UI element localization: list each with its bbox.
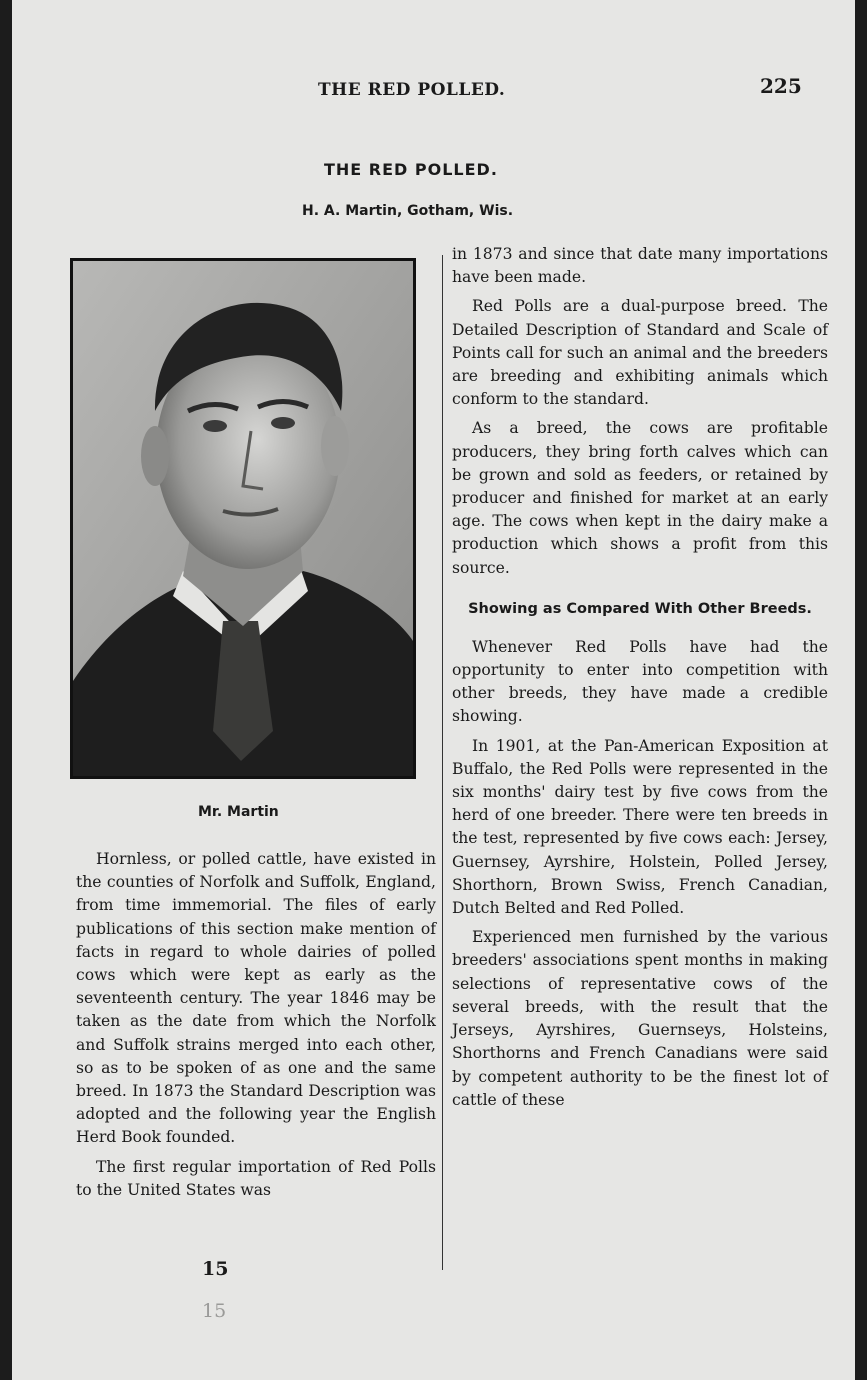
left-column <box>76 848 436 1208</box>
portrait-photo <box>70 258 416 779</box>
paragraph: The first regular importation of Red Polls to the United States was <box>76 1157 436 1199</box>
ghost-signature-mark: 15 <box>202 1300 227 1322</box>
paragraph-continuation: in 1873 and since that date many importations have been made. <box>452 245 828 287</box>
signature-mark: 15 <box>202 1258 229 1280</box>
column-divider <box>442 255 443 1270</box>
paragraph: In 1901, at the Pan-American Exposition at Buffalo, the Red Polls were represented in the six months' dairy test by five cows from the herd of one breeder. There were ten breeds in the test, represented by five cows each: Jersey, Guernsey, Ayrshire, Holstein, Polled Jersey, Shorthorn, Brown Swiss, French Canadian, Dutch Belted and Red Polled. <box>452 736 828 918</box>
right-column <box>452 243 828 1118</box>
section-subheading: Showing as Compared With Other Breeds. <box>468 600 812 617</box>
page-number: 225 <box>760 74 802 98</box>
book-page <box>12 0 855 1380</box>
portrait-illustration <box>73 261 413 776</box>
paragraph: Whenever Red Polls have had the opportunity to enter into competition with other breeds, they have made a credible showing. <box>452 637 828 726</box>
article-byline: H. A. Martin, Gotham, Wis. <box>302 203 514 219</box>
paragraph: Red Polls are a dual-purpose breed. The Detailed Description of Standard and Scale of Points call for such an animal and the breeders are breeding and exhibiting animals which conform to the standard. <box>452 297 828 409</box>
running-head: THE RED POLLED. <box>318 80 506 100</box>
paragraph: As a breed, the cows are profitable producers, they bring forth calves which can be grown and sold as feeders, or retained by producer and finished for market at an early age. The cows when kept in the dairy make a production which shows a profit from this source. <box>452 419 828 577</box>
photo-caption: Mr. Martin <box>198 804 279 820</box>
paragraph: Experienced men furnished by the various breeders' associations spent months in making selections of representative cows of the several breeds, with the result that the Jerseys, Ayrshires, Guernseys, Holsteins, Shorthorns and French Canadians were said by competent authority to be the finest lot of cattle of these <box>452 928 828 1109</box>
article-title: THE RED POLLED. <box>324 160 498 179</box>
paragraph: Hornless, or polled cattle, have existed in the counties of Norfolk and Suffolk, England, from time immemorial. The files of early publications of this section make mention of facts in regard to whole dairies of polled cows which were kept as early as the seventeenth century. The year 1846 may be taken as the date from which the Norfolk and Suffolk strains merged into each other, so as to be spoken of as one and the same breed. In 1873 the Standard Description was adopted and the following year the English Herd Book founded. <box>76 850 436 1147</box>
